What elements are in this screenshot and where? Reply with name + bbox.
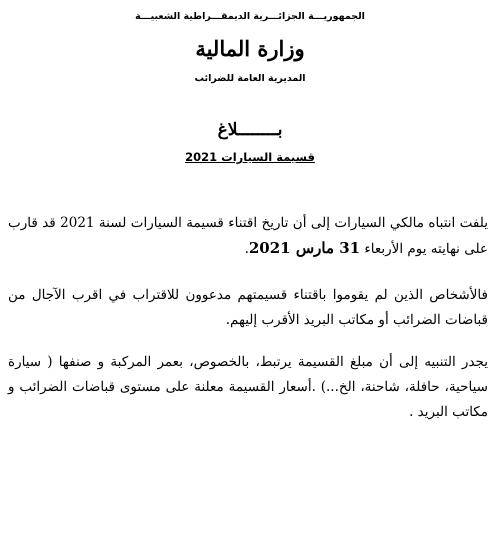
paragraph-deadline-text: يلفت انتباه مالكي السيارات إلى أن تاريخ اقتناء قسيمة السيارات لسنة 2021 قد قارب على نهايته يوم الأربعاء: [8, 215, 488, 257]
announcement-subject: قسيمة السيارات 2021: [185, 150, 315, 164]
paragraph-invitation: فالأشخاص الذين لم يقوموا باقتناء قسيمتهم مدعوون للاقتراب في اقرب الآجال من قباضات الضرائب أو مكاتب البريد الأقرب إليهم.: [8, 287, 488, 328]
paragraph-pricing-note: يجدر التنبيه إلى أن مبلغ القسيمة يرتبط، بالخصوص، بعمر المركبة و صنفها ( سيارة سياحية، حافلة، شاحنة، الخ...) .أسعار القسيمة معلنة على مستوى قباضات الضرائب و مكاتب البريد .: [8, 354, 488, 420]
ministry-title: وزارة المالية: [195, 36, 305, 61]
deadline-date: 31 مارس 2021: [248, 239, 361, 257]
directorate-name: المديرية العامة للضرائب: [194, 73, 306, 84]
republic-header: الجمهوريـــة الجزائـــرية الديمقـــراطية الشعبيـــة: [135, 11, 365, 22]
paragraph-deadline: [8, 211, 488, 262]
announcement-title: بــــــــلاغ: [217, 120, 283, 140]
paragraph-deadline-end: .: [244, 241, 249, 257]
